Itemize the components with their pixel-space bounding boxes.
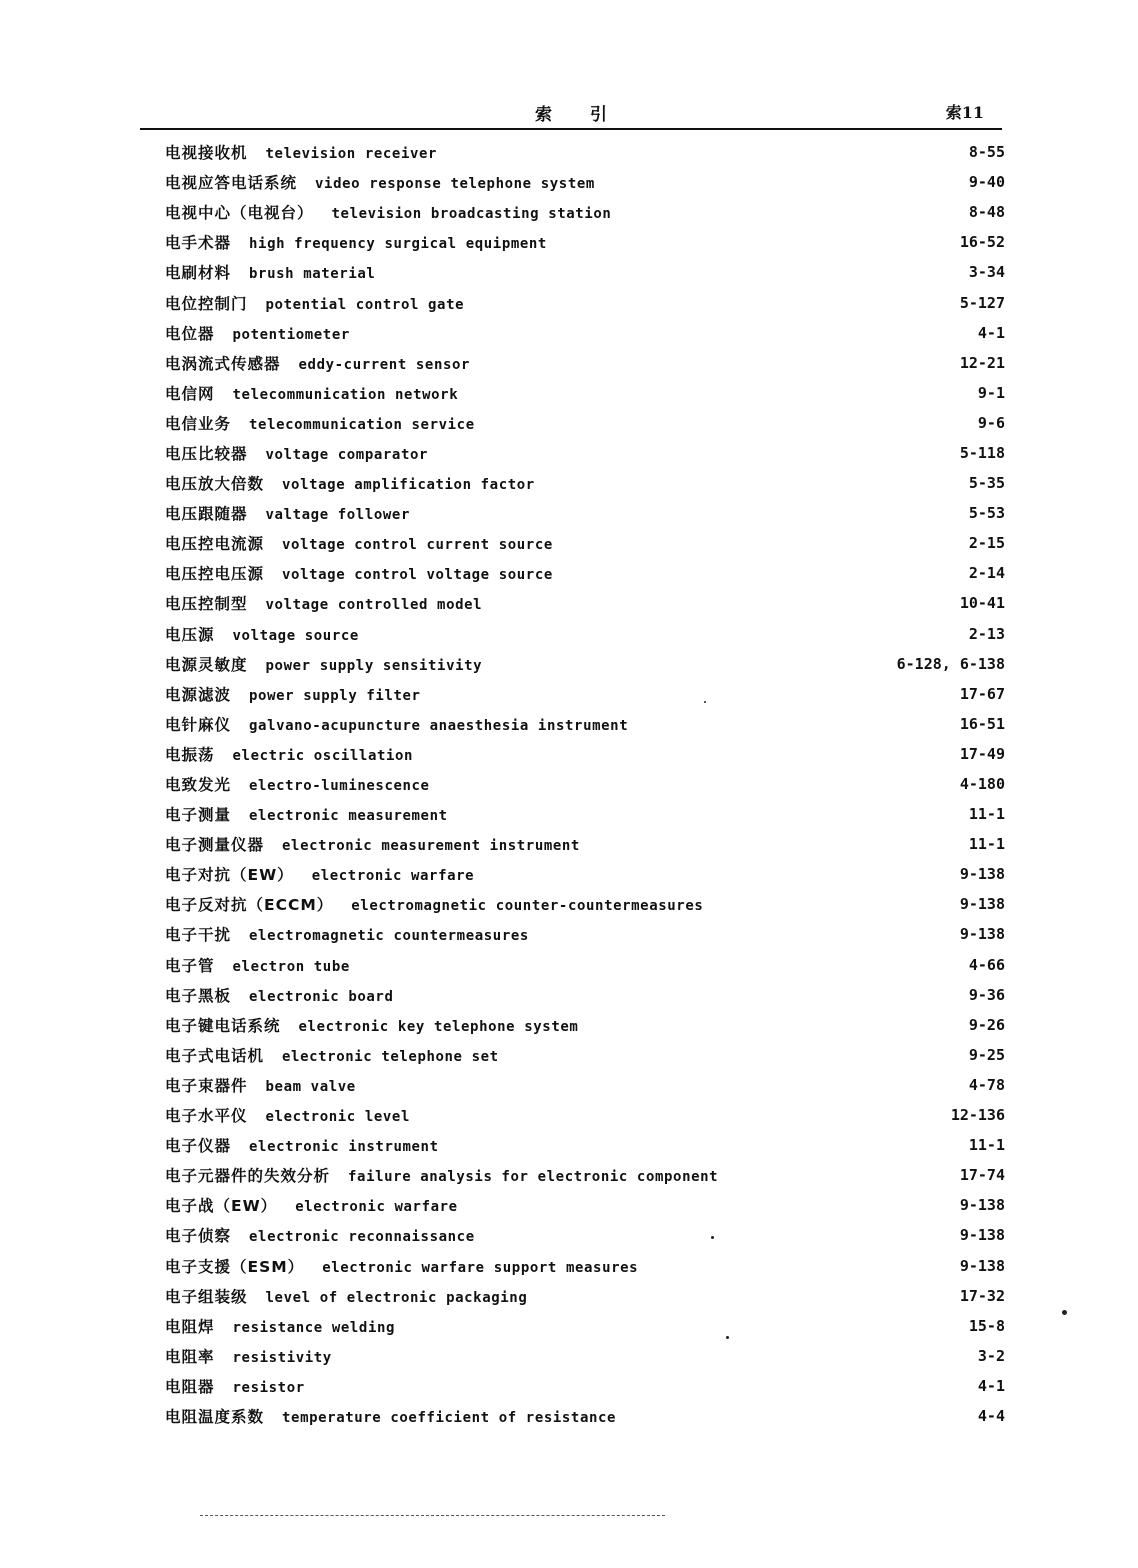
footer-divider — [200, 1515, 665, 1516]
chinese-term: 电压控电压源 — [165, 565, 265, 584]
index-entry — [165, 649, 1005, 679]
index-entry — [165, 1311, 1005, 1341]
index-entry — [165, 739, 1005, 769]
page-reference: 16-52 — [959, 233, 1005, 252]
page-reference: 9-138 — [959, 1226, 1005, 1245]
chinese-term: 电子测量仪器 — [165, 836, 265, 855]
english-term: electronic warfare — [295, 1199, 458, 1216]
page-reference: 11-1 — [968, 1136, 1005, 1155]
english-term: voltage source — [232, 627, 359, 644]
page-reference: 12-21 — [959, 353, 1005, 372]
index-term — [165, 532, 553, 554]
page-reference: 4-4 — [977, 1406, 1005, 1425]
index-entry — [165, 498, 1005, 528]
english-term: electronic measurement — [249, 808, 448, 825]
english-term: electric oscillation — [232, 747, 414, 764]
english-term: failure analysis for electronic component — [348, 1169, 719, 1186]
index-entry — [165, 799, 1005, 829]
english-term: voltage control current source — [282, 537, 553, 554]
index-term — [165, 893, 703, 915]
index-term — [165, 923, 529, 945]
index-term — [165, 261, 375, 283]
index-entry — [165, 588, 1005, 618]
index-term — [165, 1134, 439, 1156]
page-reference: 6-128, 6-138 — [896, 654, 1005, 673]
index-entry — [165, 197, 1005, 227]
index-entry — [165, 137, 1005, 167]
page-reference: 9-138 — [959, 925, 1005, 944]
index-entry — [165, 709, 1005, 739]
page-reference: 4-1 — [977, 1376, 1005, 1395]
english-term: electronic board — [249, 988, 394, 1005]
scan-speck — [726, 1336, 729, 1339]
index-term — [165, 1315, 395, 1337]
english-term: electronic warfare support measures — [322, 1259, 639, 1276]
index-term — [165, 1164, 718, 1186]
page-reference: 9-138 — [959, 1196, 1005, 1215]
english-term: electro-luminescence — [249, 778, 430, 795]
english-term: electromagnetic counter-countermeasures — [351, 898, 704, 915]
english-term: resistivity — [232, 1349, 332, 1366]
index-term — [165, 1044, 499, 1066]
english-term: voltage amplification factor — [282, 477, 535, 494]
index-term — [165, 683, 421, 705]
english-term: television broadcasting station — [331, 206, 612, 223]
index-term — [165, 863, 474, 885]
chinese-term: 电子管 — [165, 956, 215, 975]
english-term: voltage controlled model — [265, 597, 483, 614]
index-term — [165, 352, 470, 374]
page-reference: 17-74 — [959, 1166, 1005, 1185]
english-term: telecommunication network — [232, 386, 459, 403]
index-entry — [165, 1250, 1005, 1280]
index-term — [165, 1074, 356, 1096]
chinese-term: 电子测量 — [165, 806, 232, 825]
chinese-term: 电子键电话系统 — [165, 1016, 281, 1035]
page-reference: 17-49 — [959, 744, 1005, 763]
index-entry — [165, 227, 1005, 257]
page-reference: 9-25 — [968, 1045, 1005, 1064]
chinese-term: 电信业务 — [165, 414, 232, 433]
english-term: high frequency surgical equipment — [249, 236, 547, 253]
index-entry — [165, 1160, 1005, 1190]
chinese-term: 电位控制门 — [165, 294, 248, 313]
index-term — [165, 713, 628, 735]
index-entry — [165, 1130, 1005, 1160]
page-reference: 17-67 — [959, 684, 1005, 703]
page-reference: 11-1 — [968, 805, 1005, 824]
index-term — [165, 954, 350, 976]
chinese-term: 电子束器件 — [165, 1076, 248, 1095]
english-term: telecommunication service — [249, 416, 475, 433]
index-term — [165, 171, 595, 193]
index-entry — [165, 1040, 1005, 1070]
english-term: valtage follower — [265, 507, 410, 524]
page-reference: 9-36 — [968, 985, 1005, 1004]
english-term: level of electronic packaging — [265, 1289, 528, 1306]
page-reference: 8-48 — [968, 203, 1005, 222]
chinese-term: 电视应答电话系统 — [165, 174, 298, 193]
scan-speck — [1062, 1310, 1067, 1315]
english-term: video response telephone system — [315, 176, 595, 193]
page-reference: 9-138 — [959, 895, 1005, 914]
english-term: temperature coefficient of resistance — [282, 1409, 617, 1426]
index-term — [165, 1375, 305, 1397]
index-term — [165, 412, 475, 434]
index-term — [165, 653, 482, 675]
index-entry — [165, 619, 1005, 649]
page-header — [140, 96, 1002, 126]
chinese-term: 电子战（EW） — [165, 1197, 278, 1216]
chinese-term: 电视中心（电视台） — [165, 204, 314, 223]
index-term — [165, 1104, 410, 1126]
chinese-term: 电子支援（ESM） — [165, 1257, 305, 1276]
chinese-term: 电子式电话机 — [165, 1046, 265, 1065]
page-number: 索11 — [945, 103, 984, 122]
index-term — [165, 1345, 332, 1367]
page-reference: 5-127 — [959, 293, 1005, 312]
index-entry — [165, 1100, 1005, 1130]
index-term — [165, 1224, 475, 1246]
chinese-term: 电子干扰 — [165, 926, 232, 945]
index-entry — [165, 859, 1005, 889]
chinese-term: 电源滤波 — [165, 685, 232, 704]
index-term — [165, 833, 580, 855]
page-reference: 5-35 — [968, 474, 1005, 493]
index-entry — [165, 348, 1005, 378]
english-term: resistor — [232, 1379, 305, 1396]
chinese-term: 电阻焊 — [165, 1317, 215, 1336]
header-divider — [140, 128, 1002, 130]
page-reference: 10-41 — [959, 594, 1005, 613]
chinese-term: 电振荡 — [165, 745, 215, 764]
chinese-term: 电子元器件的失效分析 — [165, 1167, 331, 1186]
index-term — [165, 1194, 458, 1216]
chinese-term: 电子仪器 — [165, 1137, 232, 1156]
index-entry — [165, 769, 1005, 799]
page-reference: 9-40 — [968, 173, 1005, 192]
chinese-term: 电子水平仪 — [165, 1107, 248, 1126]
index-term — [165, 773, 430, 795]
index-term — [165, 1285, 527, 1307]
english-term: voltage control voltage source — [282, 567, 553, 584]
page-reference: 8-55 — [968, 143, 1005, 162]
page-title: 索引 — [535, 105, 645, 125]
chinese-term: 电信网 — [165, 384, 215, 403]
index-entry — [165, 468, 1005, 498]
index-term — [165, 743, 413, 765]
index-term — [165, 141, 437, 163]
index-entry-list — [165, 137, 1005, 1431]
index-term — [165, 592, 482, 614]
english-term: electron tube — [232, 958, 350, 975]
index-entry — [165, 919, 1005, 949]
index-term — [165, 472, 535, 494]
index-term — [165, 231, 547, 253]
page-reference: 2-15 — [968, 534, 1005, 553]
chinese-term: 电刷材料 — [165, 264, 232, 283]
index-entry — [165, 528, 1005, 558]
index-term — [165, 292, 464, 314]
english-term: brush material — [249, 266, 376, 283]
index-term — [165, 1014, 578, 1036]
chinese-term: 电压控电流源 — [165, 535, 265, 554]
chinese-term: 电压放大倍数 — [165, 475, 265, 494]
index-entry — [165, 167, 1005, 197]
page-reference: 2-13 — [968, 624, 1005, 643]
chinese-term: 电压源 — [165, 625, 215, 644]
page-reference: 15-8 — [968, 1316, 1005, 1335]
english-term: resistance welding — [232, 1319, 396, 1336]
index-entry — [165, 257, 1005, 287]
chinese-term: 电阻温度系数 — [165, 1407, 265, 1426]
english-term: electronic reconnaissance — [249, 1229, 475, 1246]
page-reference: 5-118 — [959, 443, 1005, 462]
page-reference: 16-51 — [959, 714, 1005, 733]
english-term: electronic key telephone system — [298, 1018, 579, 1035]
chinese-term: 电手术器 — [165, 234, 232, 253]
page-reference: 2-14 — [968, 564, 1005, 583]
index-entry — [165, 1341, 1005, 1371]
chinese-term: 电针麻仪 — [165, 715, 232, 734]
english-term: television receiver — [265, 146, 438, 163]
english-term: electronic telephone set — [282, 1048, 499, 1065]
index-entry — [165, 378, 1005, 408]
english-term: electronic instrument — [249, 1139, 439, 1156]
page-reference: 11-1 — [968, 835, 1005, 854]
chinese-term: 电视接收机 — [165, 144, 248, 163]
scan-speck — [704, 701, 706, 703]
index-term — [165, 623, 359, 645]
page-reference: 17-32 — [959, 1286, 1005, 1305]
index-entry — [165, 1281, 1005, 1311]
index-entry — [165, 980, 1005, 1010]
page-reference: 4-66 — [968, 955, 1005, 974]
page-reference: 4-180 — [959, 775, 1005, 794]
english-term: voltage comparator — [265, 446, 429, 463]
chinese-term: 电子侦察 — [165, 1227, 232, 1246]
chinese-term: 电子黑板 — [165, 986, 232, 1005]
page-reference: 12-136 — [950, 1106, 1005, 1125]
chinese-term: 电子组装级 — [165, 1287, 248, 1306]
english-term: potentiometer — [232, 326, 350, 343]
index-entry — [165, 1220, 1005, 1250]
index-term — [165, 382, 458, 404]
english-term: potential control gate — [265, 296, 465, 313]
english-term: electronic warfare — [311, 868, 475, 885]
chinese-term: 电位器 — [165, 324, 215, 343]
chinese-term: 电致发光 — [165, 776, 232, 795]
chinese-term: 电压跟随器 — [165, 505, 248, 524]
page-reference: 3-2 — [977, 1346, 1005, 1365]
english-term: galvano-acupuncture anaesthesia instrument — [249, 717, 629, 734]
page-reference: 9-138 — [959, 865, 1005, 884]
index-entry — [165, 1070, 1005, 1100]
index-term — [165, 1405, 616, 1427]
page-reference: 9-1 — [977, 383, 1005, 402]
index-term — [165, 803, 448, 825]
index-term — [165, 1255, 638, 1277]
english-term: beam valve — [265, 1078, 356, 1095]
index-term — [165, 201, 611, 223]
page-reference: 3-34 — [968, 263, 1005, 282]
page-reference: 4-1 — [977, 323, 1005, 342]
chinese-term: 电子对抗（EW） — [165, 866, 294, 885]
english-term: power supply filter — [249, 687, 421, 704]
chinese-term: 电涡流式传感器 — [165, 354, 281, 373]
index-entry — [165, 889, 1005, 919]
index-term — [165, 562, 553, 584]
index-entry — [165, 950, 1005, 980]
chinese-term: 电子反对抗（ECCM） — [165, 896, 334, 915]
english-term: eddy-current sensor — [298, 356, 471, 373]
index-entry — [165, 1010, 1005, 1040]
index-entry — [165, 318, 1005, 348]
index-term — [165, 984, 393, 1006]
page-reference: 9-138 — [959, 1256, 1005, 1275]
index-entry — [165, 1371, 1005, 1401]
chinese-term: 电阻器 — [165, 1377, 215, 1396]
english-term: electronic level — [265, 1109, 410, 1126]
scan-speck — [711, 1236, 714, 1239]
index-term — [165, 502, 410, 524]
index-entry — [165, 829, 1005, 859]
english-term: electromagnetic countermeasures — [249, 928, 529, 945]
page-reference: 4-78 — [968, 1075, 1005, 1094]
index-term — [165, 442, 428, 464]
english-term: power supply sensitivity — [265, 657, 483, 674]
index-entry — [165, 1190, 1005, 1220]
index-entry — [165, 558, 1005, 588]
chinese-term: 电压比较器 — [165, 444, 248, 463]
index-entry — [165, 679, 1005, 709]
index-term — [165, 322, 350, 344]
english-term: electronic measurement instrument — [282, 838, 580, 855]
chinese-term: 电压控制型 — [165, 595, 248, 614]
index-entry — [165, 287, 1005, 317]
index-entry — [165, 1401, 1005, 1431]
index-entry — [165, 408, 1005, 438]
chinese-term: 电阻率 — [165, 1347, 215, 1366]
page-reference: 9-26 — [968, 1015, 1005, 1034]
chinese-term: 电源灵敏度 — [165, 655, 248, 674]
index-entry — [165, 438, 1005, 468]
page-reference: 5-53 — [968, 504, 1005, 523]
page-reference: 9-6 — [977, 413, 1005, 432]
